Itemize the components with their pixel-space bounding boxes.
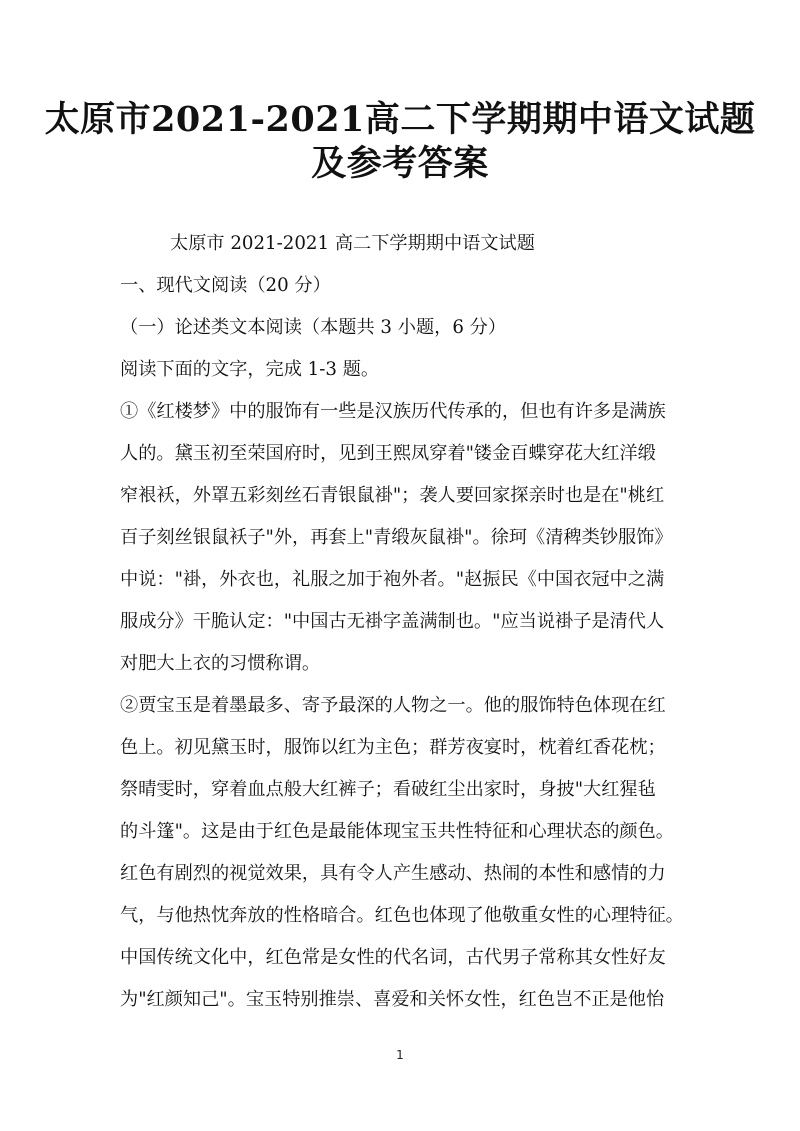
section-heading: 一、现代文阅读（20 分） [120,275,331,296]
page-number: 1 [396,1048,404,1062]
body-line: 人的。黛玉初至荣国府时，见到王熙凤穿着"镂金百蝶穿花大红洋缎 [120,443,656,464]
body-line: 祭晴雯时，穿着血点般大红裤子；看破红尘出家时，身披"大红猩毡 [120,779,656,800]
document-title-line-2: 及参考答案 [311,143,489,184]
exam-subtitle: 太原市 2021-2021 高二下学期期中语文试题 [170,233,535,254]
body-line: 的斗篷"。这是由于红色是最能体现宝玉共性特征和心理状态的颜色。 [120,821,674,842]
body-line: 百子刻丝银鼠袄子"外，再套上"青缎灰鼠褂"。徐珂《清稗类钞服饰》 [120,527,673,548]
body-line: 窄裉袄，外罩五彩刻丝石青银鼠褂"；袭人要回家探亲时也是在"桃红 [120,485,665,506]
body-line: 服成分》干脆认定："中国古无褂字盖满制也。"应当说褂子是清代人 [120,611,665,632]
body-line: 对肥大上衣的习惯称谓。 [120,653,321,674]
body-line: 中国传统文化中，红色常是女性的代名词，古代男子常称其女性好友 [120,947,666,968]
body-line: ②贾宝玉是着墨最多、寄予最深的人物之一。他的服饰特色体现在红 [120,695,666,716]
body-line: 红色有剧烈的视觉效果，具有令人产生感动、热闹的本性和感情的力 [120,863,666,884]
reading-instruction: 阅读下面的文字，完成 1-3 题。 [120,359,380,380]
body-line: 为"红颜知己"。宝玉特别推崇、喜爱和关怀女性，红色岂不正是他怡 [120,989,665,1010]
document-title-line-1: 太原市2021-2021高二下学期期中语文试题 [44,99,756,140]
body-line: ①《红楼梦》中的服饰有一些是汉族历代传承的，但也有许多是满族 [120,401,666,422]
body-line: 色上。初见黛玉时，服饰以红为主色；群芳夜宴时，枕着红香花枕； [120,737,666,758]
subsection-heading: （一）论述类文本阅读（本题共 3 小题，6 分） [120,317,507,338]
body-line: 中说："褂，外衣也，礼服之加于袍外者。"赵振民《中国衣冠中之满 [120,569,665,590]
body-line: 气，与他热忱奔放的性格暗合。红色也体现了他敬重女性的心理特征。 [120,905,684,926]
